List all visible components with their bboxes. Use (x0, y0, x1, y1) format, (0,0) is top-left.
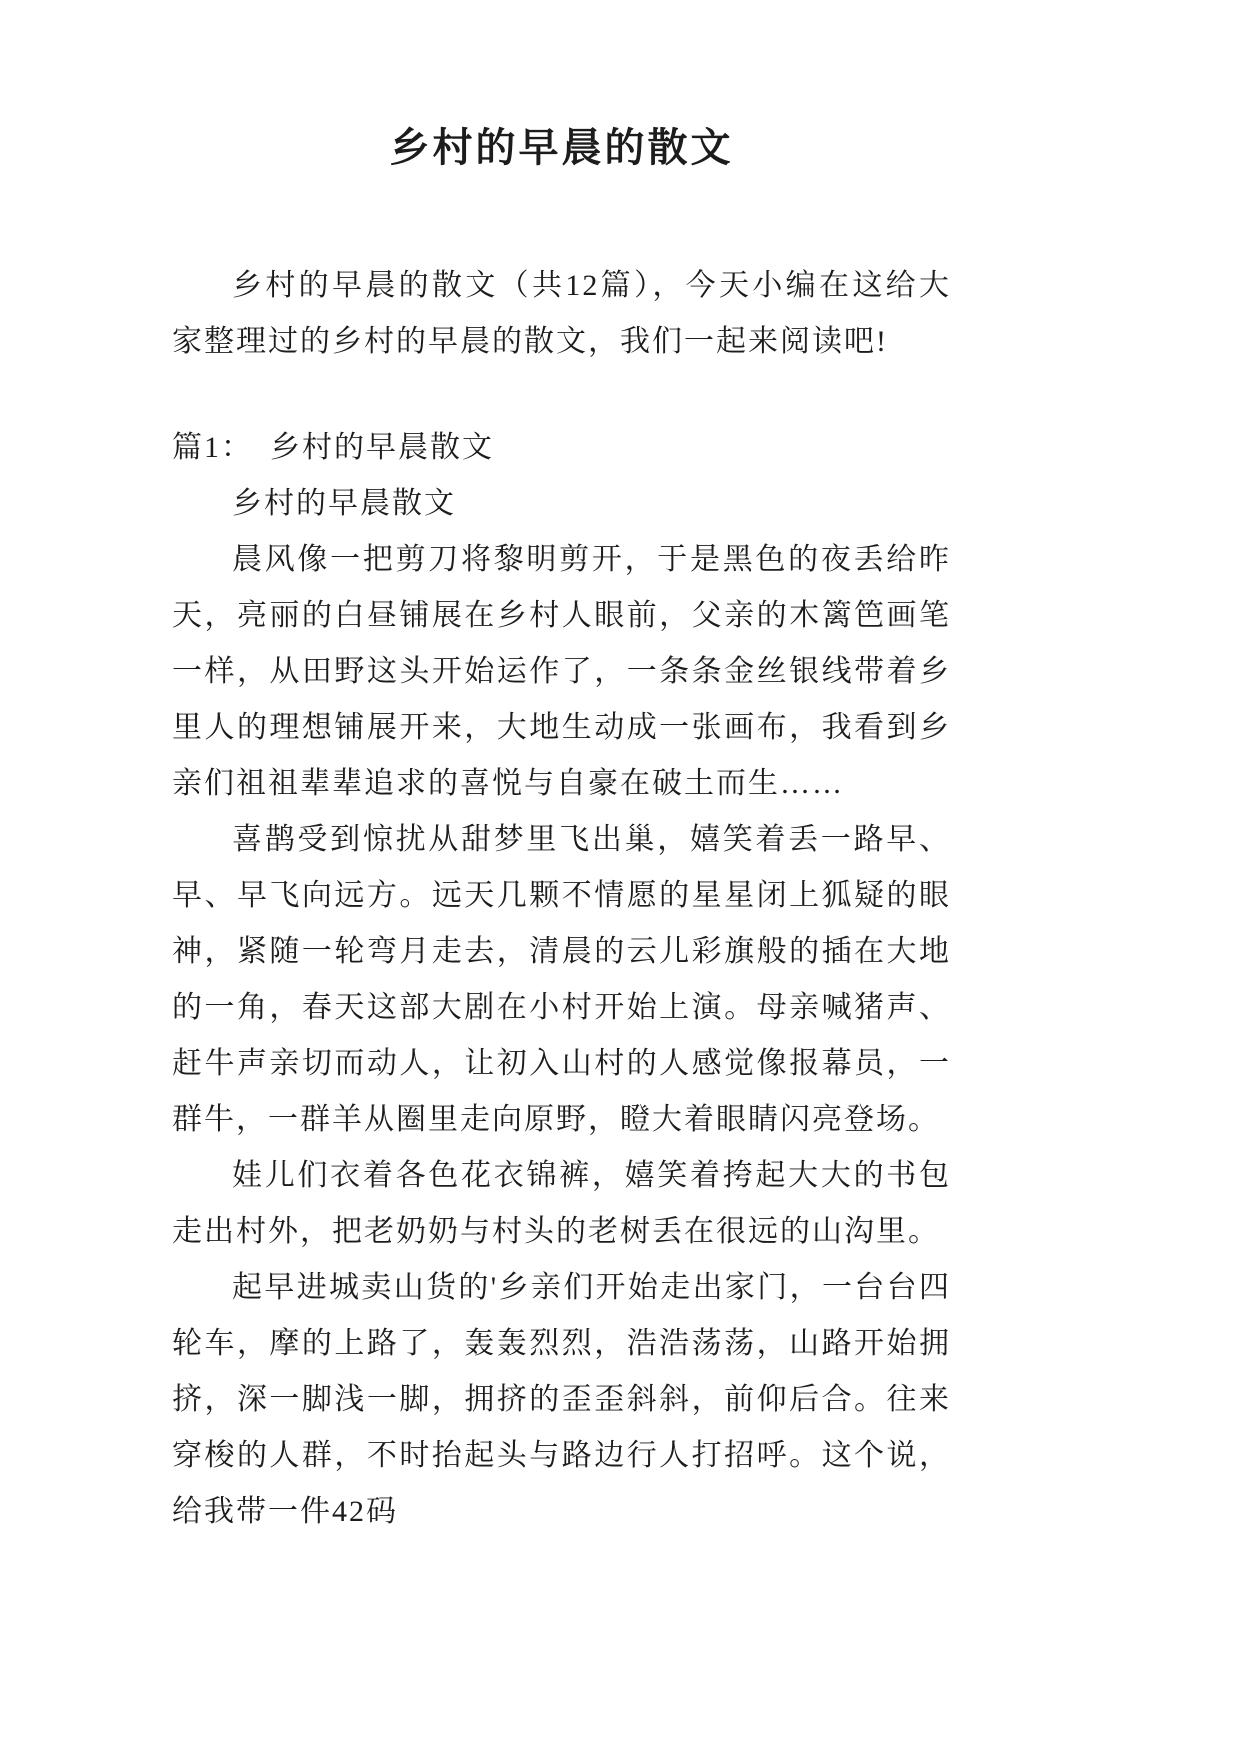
section-subtitle: 乡村的早晨散文 (232, 487, 456, 520)
body-paragraph: 晨风像一把剪刀将黎明剪开，于是黑色的夜丢给昨天，亮丽的白昼铺展在乡村人眼前，父亲的木篱笆画笔一样，从田野这头开始运作了，一条条金丝银线带着乡里人的理想铺展开来，大地生动成一张画布，我看到乡亲们祖祖辈辈追求的喜悦与自豪在破土而生…… (172, 543, 951, 800)
body-paragraph: 起早进城卖山货的'乡亲们开始走出家门，一台台四轮车，摩的上路了，轰轰烈烈，浩浩荡荡，山路开始拥挤，深一脚浅一脚，拥挤的歪歪斜斜，前仰后合。往来穿梭的人群，不时抬起头与路边行人打招呼。这个说，给我带一件42码 (172, 1271, 951, 1528)
document-title: 乡村的早晨的散文 (389, 125, 734, 170)
section-heading: 篇1： 乡村的早晨散文 (172, 431, 494, 464)
body-paragraph: 喜鹊受到惊扰从甜梦里飞出巢，嬉笑着丢一路早、早、早飞向远方。远天几颗不情愿的星星闭上狐疑的眼神，紧随一轮弯月走去，清晨的云儿彩旗般的插在大地的一角，春天这部大剧在小村开始上演。母亲喊猪声、赶牛声亲切而动人，让初入山村的人感觉像报幕员，一群牛，一群羊从圈里走向原野，瞪大着眼睛闪亮登场。 (172, 823, 951, 1136)
body-paragraph: 娃儿们衣着各色花衣锦裤，嬉笑着挎起大大的书包走出村外，把老奶奶与村头的老树丢在很远的山沟里。 (172, 1159, 951, 1248)
intro-paragraph: 乡村的早晨的散文（共12篇），今天小编在这给大家整理过的乡村的早晨的散文，我们一起来阅读吧! (172, 269, 951, 358)
